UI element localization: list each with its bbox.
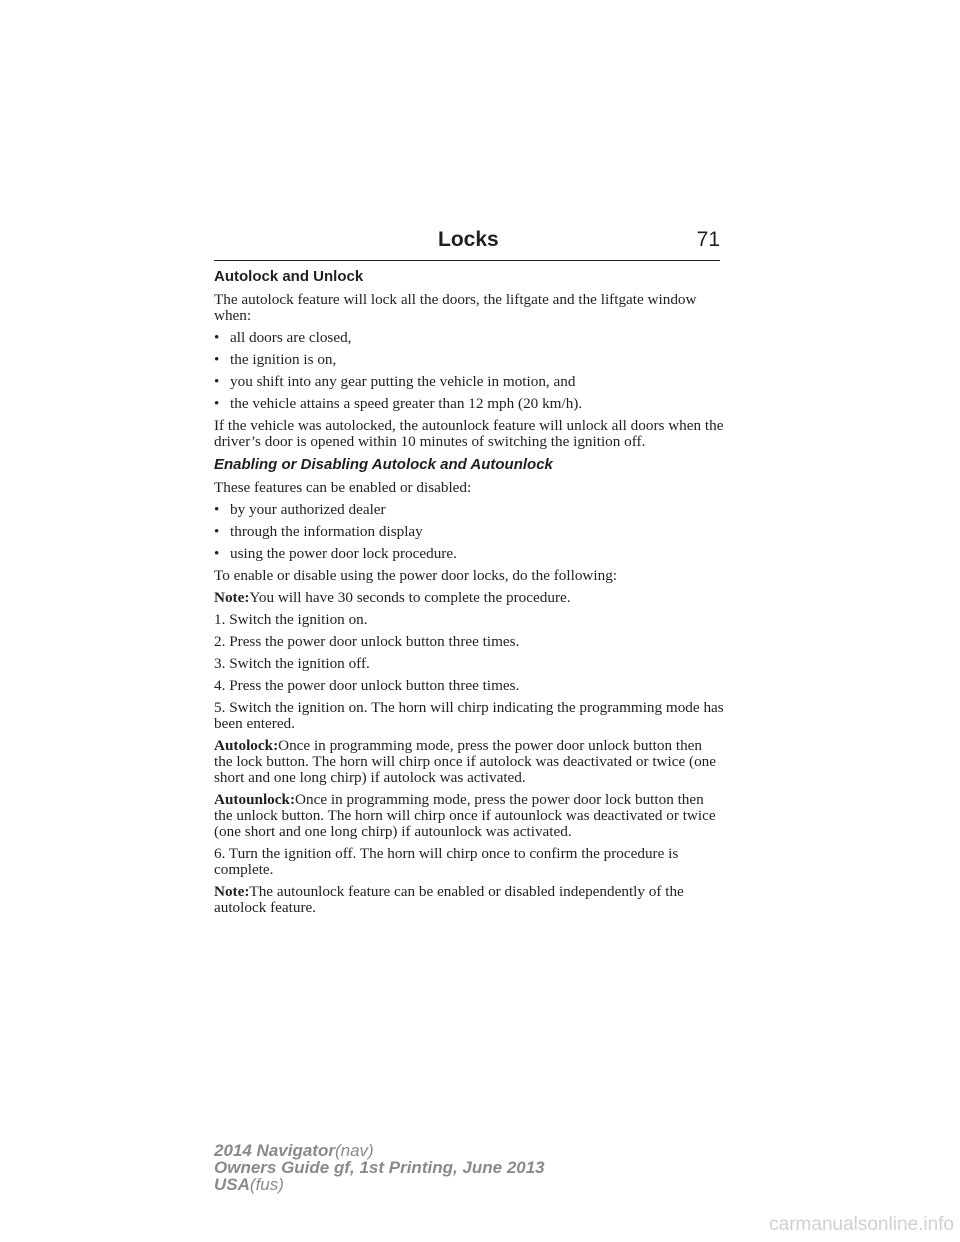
footer-market: USA bbox=[214, 1175, 250, 1194]
step-item: 3. Switch the ignition off. bbox=[214, 655, 370, 672]
condition-item: • all doors are closed, bbox=[214, 330, 724, 346]
step-item: 1. Switch the ignition on. bbox=[214, 611, 368, 628]
autounlock-instructions bbox=[214, 792, 724, 840]
step-item: 2. Press the power door unlock button three times. bbox=[214, 633, 520, 650]
autolock-paragraph bbox=[214, 738, 724, 786]
footer-market-code: (fus) bbox=[249, 1175, 284, 1194]
page-footer bbox=[214, 1142, 545, 1193]
footer-line: Owners Guide gf, 1st Printing, June 2013 bbox=[214, 1158, 545, 1177]
method-item: • by your authorized dealer bbox=[214, 502, 724, 518]
step-item: 5. Switch the ignition on. The horn will chirp indicating the programming mode has been entered. bbox=[214, 699, 724, 732]
page-header bbox=[214, 226, 720, 261]
footer-model: 2014 Navigator bbox=[214, 1141, 335, 1160]
note-label: Note: bbox=[214, 883, 250, 900]
footer-line bbox=[214, 1176, 545, 1193]
autounlock-paragraph: If the vehicle was autolocked, the autounlock feature will unlock all doors when the driver’s door is opened within 10 minutes of switching the ignition off. bbox=[214, 417, 724, 450]
autounlock-label: Autounlock: bbox=[214, 791, 296, 808]
note-paragraph bbox=[214, 590, 724, 606]
watermark: carmanualsonline.info bbox=[769, 1214, 954, 1235]
note-text: You will have 30 seconds to complete the procedure. bbox=[249, 589, 571, 606]
note-paragraph bbox=[214, 884, 724, 916]
features-intro: These features can be enabled or disabled: bbox=[214, 479, 472, 496]
footer-model-code: (nav) bbox=[334, 1141, 374, 1160]
condition-item: • the vehicle attains a speed greater than 12 mph (20 km/h). bbox=[214, 396, 724, 412]
page-content bbox=[214, 268, 724, 922]
autolock-label: Autolock: bbox=[214, 737, 279, 754]
step-item: 6. Turn the ignition off. The horn will chirp once to confirm the procedure is complete. bbox=[214, 845, 679, 878]
condition-item: • the ignition is on, bbox=[214, 352, 724, 368]
page-number: 71 bbox=[696, 228, 720, 251]
section-title: Locks bbox=[438, 228, 499, 251]
heading-enabling-disabling: Enabling or Disabling Autolock and Autounlock bbox=[214, 456, 553, 473]
heading-autolock-unlock: Autolock and Unlock bbox=[214, 268, 364, 285]
note-text: The autounlock feature can be enabled or disabled independently of the autolock feature. bbox=[214, 883, 684, 916]
footer-line bbox=[214, 1142, 545, 1159]
method-item: • through the information display bbox=[214, 524, 724, 540]
autounlock-text: Once in programming mode, press the power door lock button then the unlock button. The horn will chirp once if autounlock was deactivated or twice (one short and one long chirp) if autounlock was activated. bbox=[214, 791, 716, 840]
method-item: • using the power door lock procedure. bbox=[214, 546, 724, 562]
note-label: Note: bbox=[214, 589, 250, 606]
intro-paragraph: The autolock feature will lock all the doors, the liftgate and the liftgate window when: bbox=[214, 291, 697, 324]
condition-item: • you shift into any gear putting the vehicle in motion, and bbox=[214, 374, 724, 390]
autolock-text: Once in programming mode, press the power door unlock button then the lock button. The horn will chirp once if autolock was deactivated or twice (one short and one long chirp) if autolock was activated. bbox=[214, 737, 717, 786]
step-item: 4. Press the power door unlock button three times. bbox=[214, 677, 520, 694]
procedure-intro: To enable or disable using the power door locks, do the following: bbox=[214, 567, 618, 584]
